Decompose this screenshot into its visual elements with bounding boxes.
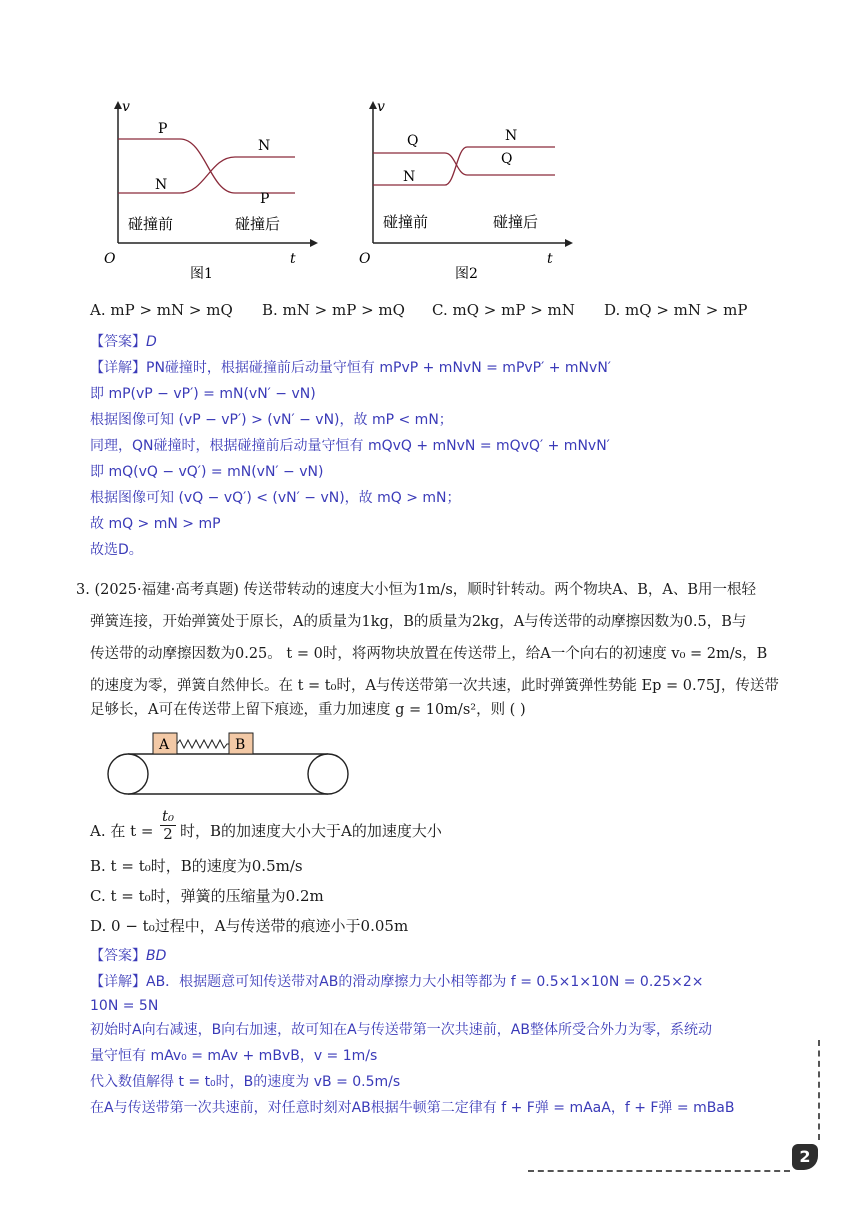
- q2-answer: [90, 332, 157, 352]
- q2-option-a[interactable]: A. mP > mN > mQ: [90, 301, 233, 319]
- figure-2: [355, 95, 585, 290]
- q2-option-d[interactable]: D. mQ > mN > mP: [604, 301, 748, 319]
- q3-answer: [90, 946, 166, 966]
- page-number: 2: [792, 1144, 818, 1170]
- q3-option-b[interactable]: B. t = t₀时，B的速度为0.5m/s: [90, 857, 303, 875]
- q3-stem-line: 传送带的动摩擦因数为0.25。 t = 0时，将两物块放置在传送带上，给A一个向右的初速度 v₀ = 2m/s，B: [90, 646, 768, 662]
- fig2-caption: 图2: [455, 266, 478, 282]
- fig1-label-p-top: P: [158, 121, 168, 137]
- q2-detail-line: 即 mQ(vQ − vQ′) = mN(vN′ − vN): [90, 464, 324, 480]
- q3-detail-line: 代入数值解得 t = t₀时，B的速度为 vB = 0.5m/s: [90, 1074, 401, 1090]
- q3-detail-line: 【详解】AB．根据题意可知传送带对AB的滑动摩擦力大小相等都为 f = 0.5×1×10N = 0.25×2×: [90, 974, 704, 990]
- fig1-label-n-right: N: [258, 138, 271, 154]
- fig1-label-p-right: P: [260, 191, 270, 207]
- q3-detail-line: 10N = 5N: [90, 998, 159, 1014]
- q2-detail-line: 故选D。: [90, 542, 143, 558]
- q3-stem-line: 的速度为零，弹簧自然伸长。在 t = t₀时，A与传送带第一次共速，此时弹簧弹性势能 Ep = 0.75J，传送带: [90, 678, 779, 694]
- fig1-label-n-bottom: N: [155, 177, 168, 193]
- fig2-origin: O: [359, 251, 371, 267]
- page-corner-dash-horizontal: [528, 1170, 790, 1172]
- q2-detail-line: 故 mQ > mN > mP: [90, 516, 221, 532]
- page-corner-dash-vertical: [818, 1040, 820, 1140]
- fig2-before-label: 碰撞前: [383, 213, 429, 231]
- fig2-t-label: t: [547, 251, 553, 267]
- block-b-label: B: [235, 737, 246, 753]
- q3-stem-line: 弹簧连接，开始弹簧处于原长，A的质量为1kg，B的质量为2kg，A与传送带的动摩擦因数为0.5，B与: [90, 614, 747, 630]
- q3-stem-line: 足够长，A可在传送带上留下痕迹，重力加速度 g = 10m/s²，则 ( ): [90, 702, 526, 718]
- q2-detail-line: 根据图像可知 (vP − vP′) > (vN′ − vN)，故 mP < mN；: [90, 412, 453, 428]
- q3-option-d[interactable]: D. 0 − t₀过程中，A与传送带的痕迹小于0.05m: [90, 917, 409, 935]
- q3-answer-tag: 【答案】: [90, 948, 146, 964]
- block-a-label: A: [159, 737, 170, 753]
- figure-1: [100, 95, 330, 290]
- q3-option-a-numerator: t₀: [161, 807, 175, 825]
- fig2-label-q-left: Q: [407, 133, 419, 149]
- q2-option-c[interactable]: C. mQ > mP > mN: [432, 301, 575, 319]
- fig1-caption: 图1: [190, 266, 213, 282]
- q3-detail-line: 量守恒有 mAv₀ = mAv + mBvB，v = 1m/s: [90, 1048, 378, 1064]
- q2-detail-line: 同理，QN碰撞时，根据碰撞前后动量守恒有 mQvQ + mNvN = mQvQ′ + mNvN′: [90, 438, 610, 454]
- fig2-label-q-right: Q: [501, 151, 513, 167]
- fig2-label-n-right: N: [505, 128, 518, 144]
- q3-option-c[interactable]: C. t = t₀时，弹簧的压缩量为0.2m: [90, 887, 324, 905]
- fig2-label-n-left: N: [403, 169, 416, 185]
- fig1-v-label: v: [122, 99, 130, 115]
- q3-answer-value: BD: [146, 948, 167, 964]
- q3-detail-line: 在A与传送带第一次共速前，对任意时刻对AB根据牛顿第二定律有 f + F弹 = mAaA，f + F弹 = mBaB: [90, 1100, 735, 1116]
- q3-option-a-pre: A. 在 t =: [90, 822, 154, 840]
- q3-stem-line: 3. (2025·福建·高考真题) 传送带转动的速度大小恒为1m/s，顺时针转动。两个物块A、B，A、B用一根轻: [76, 582, 757, 598]
- q3-option-a-denominator: 2: [163, 825, 173, 843]
- q3-detail-line: 初始时A向右减速，B向右加速，故可知在A与传送带第一次共速前，AB整体所受合外力为零，系统动: [90, 1022, 712, 1038]
- q3-option-a-fraction: [160, 808, 176, 843]
- q3-option-a-post: 时，B的加速度大小大于A的加速度大小: [180, 822, 442, 840]
- q2-detail-line: 【详解】PN碰撞时，根据碰撞前后动量守恒有 mPvP + mNvN = mPvP′ + mNvN′: [90, 360, 611, 376]
- fig2-v-label: v: [377, 99, 385, 115]
- conveyor-belt-diagram: [100, 728, 355, 798]
- q2-detail-line: 即 mP(vP − vP′) = mN(vN′ − vN): [90, 386, 316, 402]
- q2-detail-line: 根据图像可知 (vQ − vQ′) < (vN′ − vN)，故 mQ > mN；: [90, 490, 461, 506]
- q2-option-b[interactable]: B. mN > mP > mQ: [262, 301, 405, 319]
- q2-answer-tag: 【答案】: [90, 334, 146, 350]
- q2-answer-value: D: [146, 334, 157, 350]
- fig1-before-label: 碰撞前: [128, 215, 174, 233]
- fig1-origin: O: [104, 251, 116, 267]
- fig2-after-label: 碰撞后: [493, 213, 539, 231]
- fig1-t-label: t: [290, 251, 296, 267]
- fig1-after-label: 碰撞后: [235, 215, 281, 233]
